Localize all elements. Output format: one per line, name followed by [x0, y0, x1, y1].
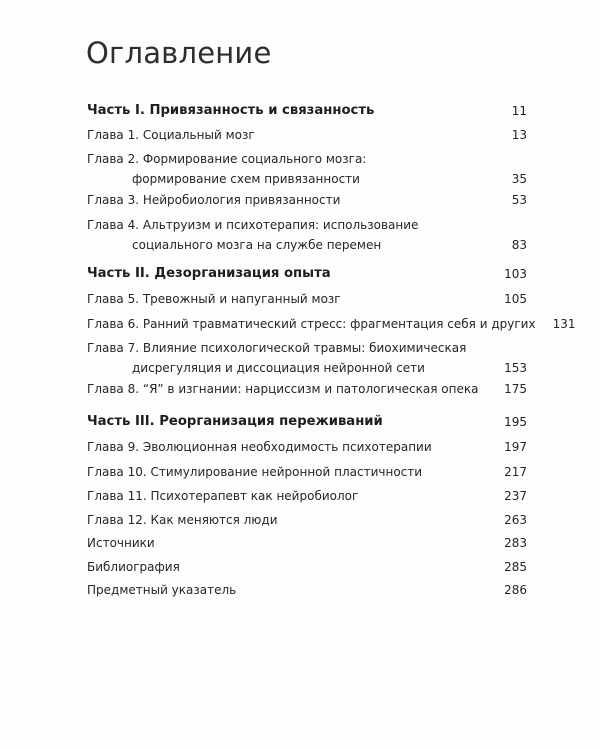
toc-page-number: 35	[511, 172, 527, 186]
toc-label-continuation: социального мозга на службе перемен	[132, 238, 382, 252]
toc-label: Глава 10. Стимулирование нейронной пластичности	[87, 465, 423, 479]
toc-page-number: 105	[504, 292, 527, 306]
toc-chapter-8[interactable]	[87, 379, 527, 399]
toc-label: Глава 9. Эволюционная необходимость психотерапии	[87, 440, 432, 454]
page-title: Оглавление	[86, 36, 272, 70]
toc-part-2[interactable]	[87, 264, 527, 284]
toc-label: Глава 8. “Я” в изгнании: нарциссизм и патологическая опека	[87, 382, 479, 396]
toc-page-number: 153	[504, 361, 527, 375]
toc-chapter-3[interactable]	[87, 190, 527, 210]
toc-label: Глава 11. Психотерапевт как нейробиолог	[87, 489, 359, 503]
toc-part-1[interactable]	[87, 101, 527, 121]
toc-chapter-1[interactable]	[87, 125, 527, 145]
toc-label: Предметный указатель	[87, 583, 237, 597]
toc-part-3[interactable]	[87, 412, 527, 432]
toc-chapter-10[interactable]	[87, 462, 527, 482]
toc-label: Часть III. Реорганизация переживаний	[87, 414, 383, 429]
toc-page-number: 195	[504, 415, 527, 429]
toc-subject-index[interactable]	[87, 580, 527, 600]
toc-label: Глава 5. Тревожный и напуганный мозг	[87, 292, 341, 306]
toc-page-number: 263	[504, 513, 527, 527]
toc-page-number: 11	[511, 104, 527, 118]
toc-page-number: 197	[504, 440, 527, 454]
toc-page-number: 237	[504, 489, 527, 503]
toc-label: Глава 2. Формирование социального мозга:	[87, 152, 367, 166]
toc-label: Глава 6. Ранний травматический стресс: фрагментация себя и других	[87, 317, 536, 331]
toc-page-number: 13	[511, 128, 527, 142]
toc-chapter-7[interactable]	[87, 338, 527, 378]
toc-label: Часть I. Привязанность и связанность	[87, 103, 375, 118]
toc-page-number: 286	[504, 583, 527, 597]
toc-label-continuation: дисрегуляция и диссоциация нейронной сети	[132, 361, 425, 375]
toc-label: Глава 7. Влияние психологической травмы: биохимическая	[87, 341, 467, 355]
toc-page-number: 83	[511, 238, 527, 252]
toc-page-number: 217	[504, 465, 527, 479]
toc-page-number: 283	[504, 536, 527, 550]
toc-page-number: 175	[504, 382, 527, 396]
toc-label: Глава 12. Как меняются люди	[87, 513, 278, 527]
toc-page-number: 131	[552, 317, 576, 331]
toc-page-number: 53	[511, 193, 527, 207]
toc-chapter-4[interactable]	[87, 215, 527, 255]
toc-label: Библиография	[87, 560, 180, 574]
toc-chapter-9[interactable]	[87, 437, 527, 457]
toc-chapter-6[interactable]	[87, 314, 576, 334]
toc-chapter-11[interactable]	[87, 486, 527, 506]
toc-label: Источники	[87, 536, 155, 550]
toc-label: Глава 1. Социальный мозг	[87, 128, 255, 142]
toc-page-number: 285	[504, 560, 527, 574]
toc-chapter-2[interactable]	[87, 149, 527, 189]
toc-label: Глава 4. Альтруизм и психотерапия: использование	[87, 218, 419, 232]
toc-sources[interactable]	[87, 533, 527, 553]
toc-chapter-5[interactable]	[87, 289, 527, 309]
toc-chapter-12[interactable]	[87, 510, 527, 530]
toc-label: Часть II. Дезорганизация опыта	[87, 266, 331, 281]
toc-bibliography[interactable]	[87, 557, 527, 577]
toc-page-number: 103	[504, 267, 527, 281]
toc-label-continuation: формирование схем привязанности	[132, 172, 360, 186]
toc-label: Глава 3. Нейробиология привязанности	[87, 193, 341, 207]
